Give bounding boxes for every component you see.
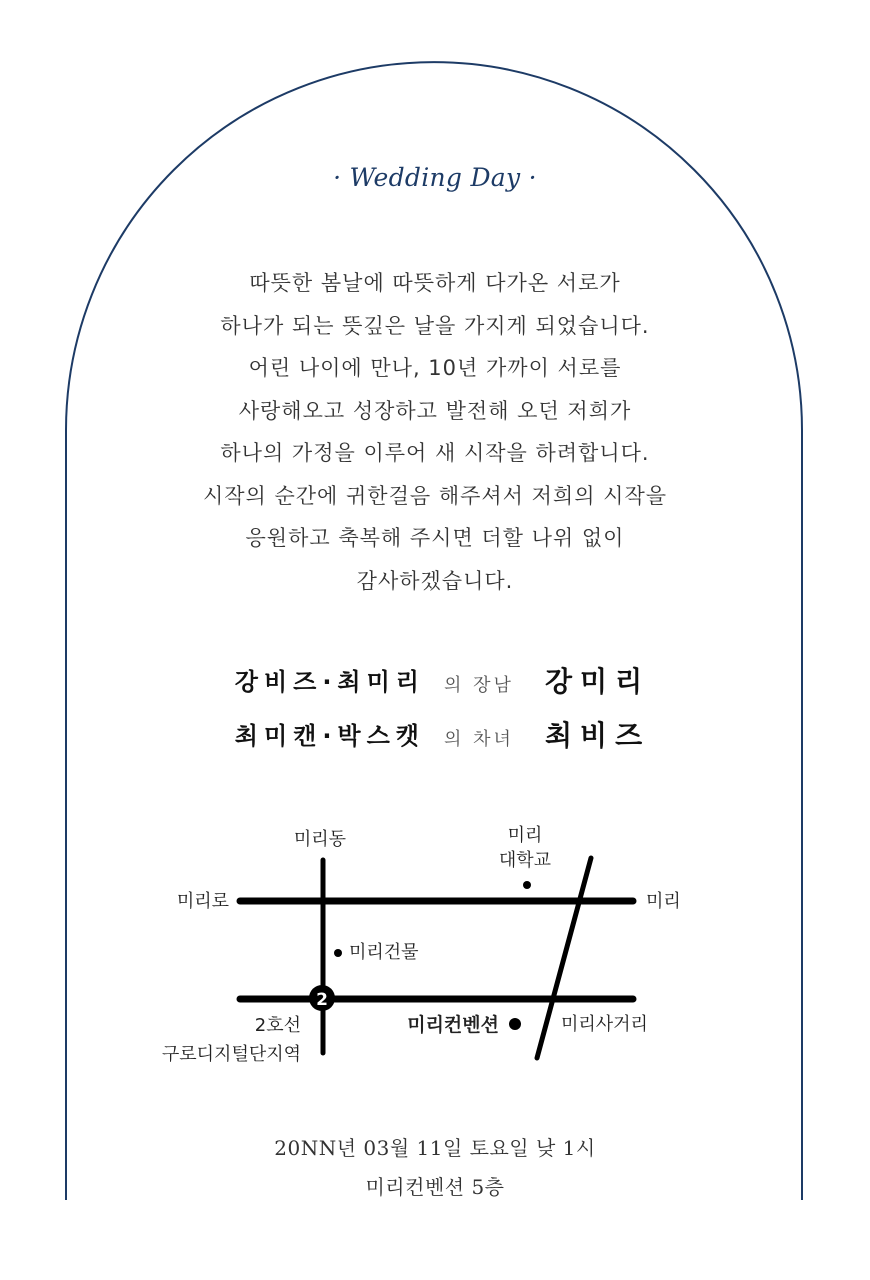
message-line: 사랑해오고 성장하고 발전해 오던 저희가 xyxy=(238,398,632,423)
event-datetime: 20NN년 03월 11일 토요일 낮 1시 xyxy=(274,1136,596,1160)
map-label-university: 대학교 xyxy=(498,850,552,871)
event-place: 미리컨벤션 5층 xyxy=(365,1175,505,1199)
map-label-subway-station: 구로디지털단지역 xyxy=(161,1044,301,1065)
message-line: 따뜻한 봄날에 따뜻하게 다가온 서로가 xyxy=(249,271,621,295)
message-line: 시작의 순간에 귀한걸음 해주셔서 저희의 시작을 xyxy=(202,483,668,508)
page-title: · Wedding Day · xyxy=(333,163,537,192)
groom-parents: 강비즈·최미리 xyxy=(234,668,425,696)
subway-number: 2 xyxy=(316,990,328,1010)
message-line: 어린 나이에 만나, 10년 가까이 서로를 xyxy=(248,356,622,380)
message-line: 하나의 가정을 이루어 새 시작을 하려합니다. xyxy=(220,441,650,465)
map-label-university: 미리 xyxy=(507,825,543,846)
bride-name: 최비즈 xyxy=(545,719,651,752)
venue-dot xyxy=(509,1018,521,1030)
map-label-north: 미리동 xyxy=(293,829,347,850)
map-label-west-road: 미리로 xyxy=(176,891,229,912)
groom-relation: 의 장남 xyxy=(444,675,514,696)
bride-relation: 의 차녀 xyxy=(444,729,514,750)
university-dot xyxy=(523,881,531,889)
map-label-crossroad: 미리사거리 xyxy=(561,1014,648,1035)
message-line: 하나가 되는 뜻깊은 날을 가지게 되었습니다. xyxy=(220,313,650,338)
map-label-building: 미리건물 xyxy=(349,942,419,963)
building-dot xyxy=(334,949,342,957)
message-line: 응원하고 축복해 주시면 더할 나위 없이 xyxy=(245,526,625,550)
groom-name: 강미리 xyxy=(545,665,651,698)
message-line: 감사하겠습니다. xyxy=(356,568,514,593)
map-label-venue: 미리컨벤션 xyxy=(407,1014,499,1036)
bride-parents: 최미캔·박스캣 xyxy=(234,722,425,750)
map-label-subway-line: 2호선 xyxy=(254,1015,301,1036)
map-label-east-road: 미리 xyxy=(646,891,681,912)
